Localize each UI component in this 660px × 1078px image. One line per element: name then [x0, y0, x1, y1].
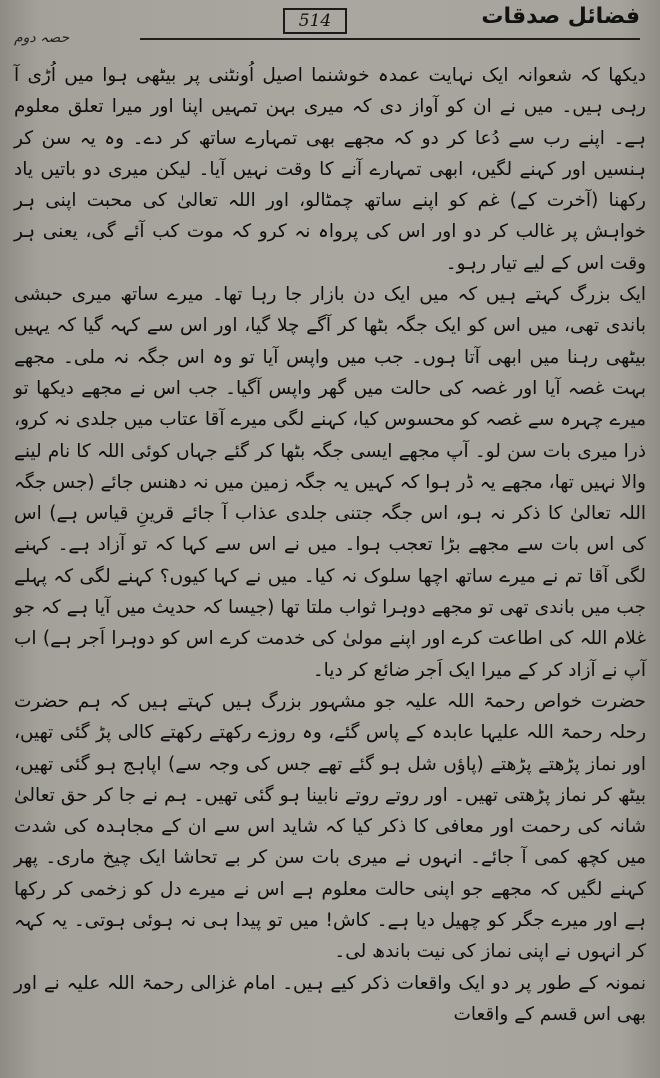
paragraph: دیکھا کہ شعوانہ ایک نہایت عمدہ خوشنما اصیل اُونٹنی پر بیٹھی ہوا میں اُڑی آ رہی ہیں۔ میں نے ان کو آواز دی کہ میری بہن تمہیں اپنا اور میرا تعلق معلوم ہے۔ اپنے رب سے دُعا کر دو کہ مجھے بھی تمہارے ساتھ کر دے۔ وہ یہ سن کر ہنسیں اور کہنے لگیں، ابھی تمہارے آنے کا وقت نہیں آیا۔ لیکن میری دو باتیں یاد رکھنا (آخرت کے) غم کو اپنے ساتھ چمٹالو، اور اللہ تعالیٰ کی محبت اپنی ہر خواہش پر غالب کر دو اور اس کی پرواہ نہ کرو کہ موت کب آئے گی، یعنی ہر وقت اس کے لیے تیار رہو۔: [14, 65, 646, 274]
book-title: فضائل صدقات: [481, 4, 640, 29]
page-body: [14, 60, 646, 1030]
paragraph: حضرت خواص رحمۃ اللہ علیہ جو مشہور بزرگ ہیں کہتے ہیں کہ ہم حضرت رحلہ رحمۃ اللہ علیہا عابدہ کے پاس گئے، وہ روزے رکھتے رکھتے کالی پڑ گئی تھیں، اور نماز پڑھتے پڑھتے (پاؤں شل ہو گئے تھے جس کی وجہ سے) اپاہج ہو گئی تھیں، بیٹھ کر نماز پڑھتی تھیں۔ اور روتے روتے نابینا ہو گئی تھیں۔ ہم نے جا کر حق تعالیٰ شانہ کی رحمت اور معافی کا ذکر کیا کہ شاید اس سے ان کے مجاہدہ کی شدت میں کچھ کمی آ جائے۔ انہوں نے میری بات سن کر بے تحاشا ایک چیخ ماری۔ پھر کہنے لگیں کہ مجھے جو اپنی حالت معلوم ہے اس نے میرے دل کو زخمی کر رکھا ہے اور میرے جگر کو چھیل دیا ہے۔ کاش! میں تو پیدا ہی نہ ہوئی ہوتی۔ یہ کہہ کر انہوں نے اپنی نماز کی نیت باندھ لی۔: [14, 690, 646, 963]
page-number: 514: [283, 8, 347, 34]
header-rule: [140, 38, 640, 40]
part-label: حصہ دوم: [14, 30, 70, 46]
paragraph: ایک بزرگ کہتے ہیں کہ میں ایک دن بازار جا رہا تھا۔ میرے ساتھ میری حبشی باندی تھی، میں اس کو ایک جگہ بٹھا کر آگے چلا گیا، اور اس سے کہہ گیا کہ یہیں بیٹھی رہنا میں ابھی آتا ہوں۔ جب میں واپس آیا تو وہ اس جگہ نہ ملی۔ مجھے بہت غصہ آیا اور غصہ کی حالت میں گھر واپس آگیا۔ جب اس نے مجھے دیکھا تو میرے چہرہ سے غصہ کو محسوس کیا، کہنے لگی میرے آقا عتاب میں جلدی نہ کرو، ذرا میری بات سن لو۔ آپ مجھے ایسی جگہ بٹھا کر گئے جہاں کوئی اللہ کا نام لینے والا نہیں تھا، مجھے یہ ڈر ہوا کہ کہیں یہ جگہ زمین میں نہ دھنس جائے (جس جگہ اللہ تعالیٰ کا ذکر نہ ہو، اس جگہ جتنی جلدی عذاب آ جائے قرینِ قیاس ہے) اس کی اس بات سے مجھے بڑا تعجب ہوا۔ میں نے اس سے کہا کہ تو آزاد ہے۔ کہنے لگی آقا تم نے میرے ساتھ اچھا سلوک نہ کیا۔ میں نے کہا کیوں؟ کہنے لگی کہ پہلے جب میں باندی تھی تو مجھے دوہرا ثواب ملتا تھا (جیسا کہ حدیث میں آیا ہے کہ جو غلام اللہ کی اطاعت کرے اور اپنے مولیٰ کی خدمت کرے اس کو دوہرا اَجر ہے) اب آپ نے آزاد کر کے میرا ایک اَجر ضائع کر دیا۔: [14, 284, 646, 681]
paragraph: نمونہ کے طور پر دو ایک واقعات ذکر کیے ہیں۔ امام غزالی رحمۃ اللہ علیہ نے اور بھی اس قسم کے واقعات: [14, 972, 646, 1025]
page-header: [0, 0, 660, 44]
